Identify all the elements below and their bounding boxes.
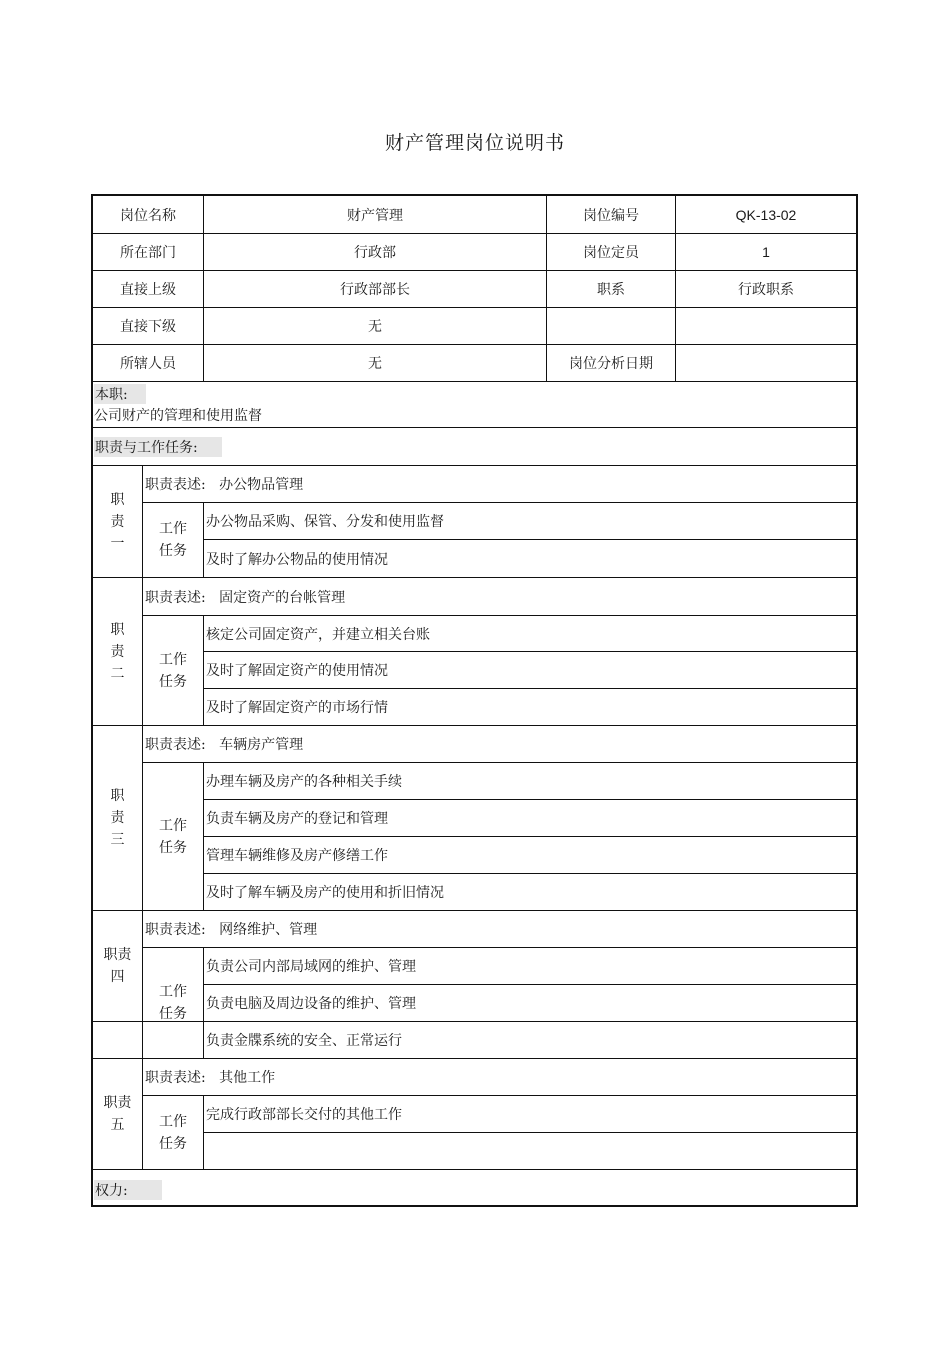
duty-3-description: 职责表述: 车辆房产管理 xyxy=(145,737,304,753)
label-analysis-date: 岗位分析日期 xyxy=(569,356,653,372)
duty-4-task-2: 负责电脑及周边设备的维护、管理 xyxy=(206,996,416,1012)
benzhi-label: 本职: xyxy=(94,384,146,404)
duty-3-name: 职 责 三 xyxy=(110,788,125,848)
duty-4-description: 职责表述: 网络维护、管理 xyxy=(145,922,318,938)
label-staff-managed: 所辖人员 xyxy=(120,356,176,372)
duty-section-header: 职责与工作任务: xyxy=(94,437,222,457)
duty-1-task-label: 工作 任务 xyxy=(159,521,187,559)
value-position-code: QK-13-02 xyxy=(735,206,797,223)
duty-3-task-3: 管理车辆维修及房产修缮工作 xyxy=(206,848,388,864)
duty-4-task-label: 工作 任务 xyxy=(159,984,187,1022)
duty-3-task-1: 办理车辆及房产的各种相关手续 xyxy=(206,774,402,790)
duty-1-task-1: 办公物品采购、保管、分发和使用监督 xyxy=(206,514,444,530)
job-description-table xyxy=(91,194,858,1207)
duty-2-task-2: 及时了解固定资产的使用情况 xyxy=(206,663,388,679)
value-analysis-date xyxy=(676,345,856,381)
duty-4-task-3: 负责金牒系统的安全、正常运行 xyxy=(206,1033,402,1049)
label-direct-superior: 直接上级 xyxy=(120,282,176,298)
label-department: 所在部门 xyxy=(120,245,176,261)
duty-3-task-2: 负责车辆及房产的登记和管理 xyxy=(206,811,388,827)
duty-2-task-label: 工作 任务 xyxy=(159,651,187,690)
empty-cell xyxy=(547,308,675,344)
value-position-name: 财产管理 xyxy=(347,207,403,224)
label-position-name: 岗位名称 xyxy=(120,207,176,224)
label-job-family: 职系 xyxy=(597,282,625,298)
empty-cell xyxy=(676,308,856,344)
value-department: 行政部 xyxy=(354,245,396,261)
duty-1-task-2: 及时了解办公物品的使用情况 xyxy=(206,551,388,568)
authority-label: 权力: xyxy=(94,1180,162,1200)
label-position-code: 岗位编号 xyxy=(583,207,639,224)
duty-5-name: 职责 五 xyxy=(103,1095,132,1133)
duty-4-name: 职责 四 xyxy=(103,947,132,985)
value-direct-subordinate: 无 xyxy=(368,319,382,335)
value-staff-managed: 无 xyxy=(368,356,382,372)
duty-5-task-2 xyxy=(204,1133,858,1169)
value-headcount: 1 xyxy=(762,244,770,260)
duty-1-description: 职责表述: 办公物品管理 xyxy=(145,477,304,493)
duty-1-name: 职 责 一 xyxy=(110,491,125,552)
duty-2-task-3: 及时了解固定资产的市场行情 xyxy=(206,700,388,716)
duty-5-task-1: 完成行政部部长交付的其他工作 xyxy=(206,1107,402,1123)
duty-5-description: 职责表述: 其他工作 xyxy=(145,1070,276,1086)
benzhi-text: 公司财产的管理和使用监督 xyxy=(94,408,262,424)
page-title: 财产管理岗位说明书 xyxy=(384,132,565,154)
duty-5-task-label: 工作 任务 xyxy=(159,1113,187,1152)
duty-3-task-4: 及时了解车辆及房产的使用和折旧情况 xyxy=(206,885,444,901)
duty-3-task-label: 工作 任务 xyxy=(159,817,187,856)
value-job-family: 行政职系 xyxy=(738,282,794,298)
label-headcount: 岗位定员 xyxy=(583,245,639,261)
duty-4-task-1: 负责公司内部局域网的维护、管理 xyxy=(206,959,416,975)
label-direct-subordinate: 直接下级 xyxy=(120,319,176,335)
duty-2-task-1: 核定公司固定资产，并建立相关台账 xyxy=(206,626,430,643)
value-direct-superior: 行政部部长 xyxy=(340,282,410,298)
duty-2-description: 职责表述: 固定资产的台帐管理 xyxy=(145,589,346,606)
duty-2-name: 职 责 二 xyxy=(110,621,125,682)
